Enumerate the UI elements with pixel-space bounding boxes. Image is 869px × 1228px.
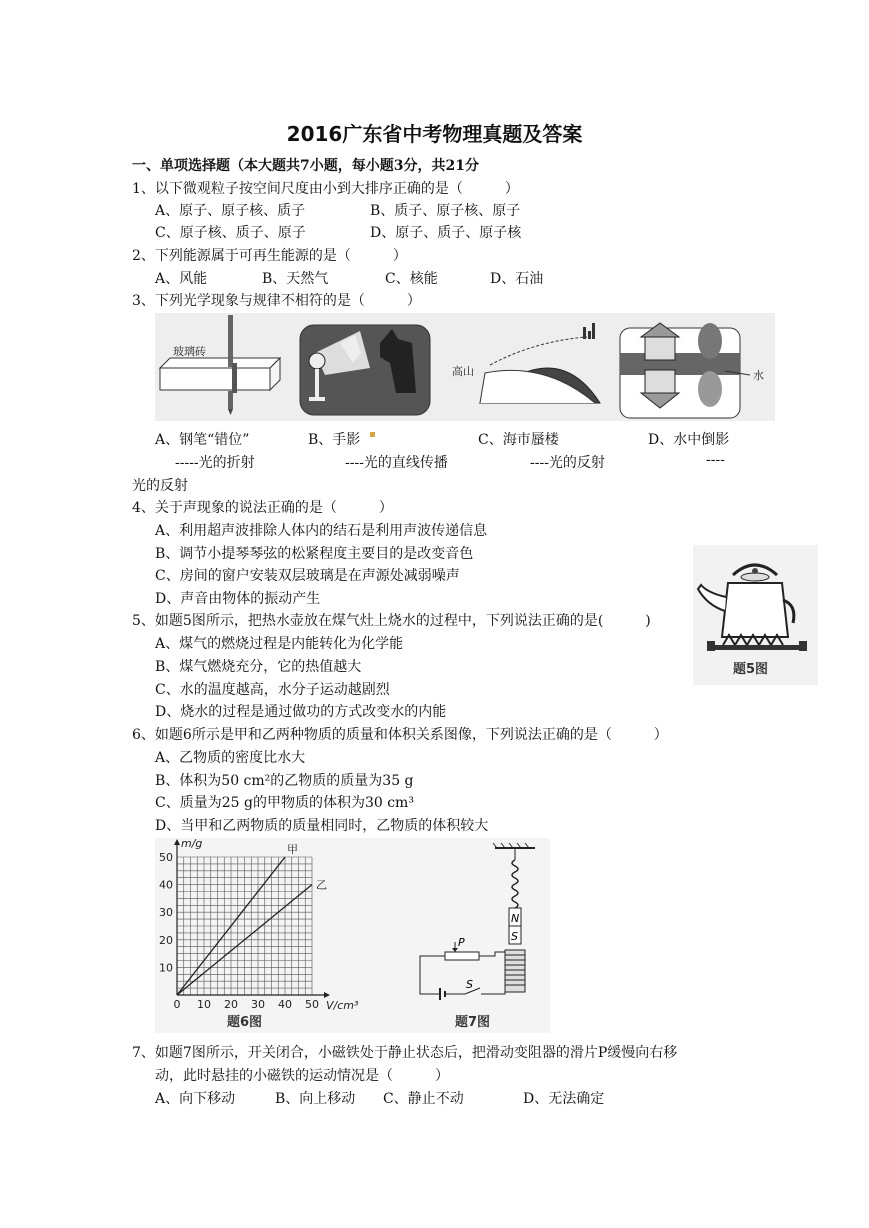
q7-option-a: A、向下移动 [155, 1091, 236, 1107]
q5-option-b: B、煤气燃烧充分，它的热值越大 [155, 659, 362, 675]
q5-figure-caption: 题5图 [733, 662, 769, 677]
x-axis-arrow [324, 992, 330, 998]
q1-option-d: D、原子、质子、原子核 [370, 225, 522, 241]
q3-law-a: -----光的折射 [175, 455, 255, 471]
q4-stem: 4、关于声现象的说法正确的是（ ） [132, 500, 393, 516]
q5-option-d: D、烧水的过程是通过做功的方式改变水的内能 [155, 704, 447, 720]
y-tick-label: 10 [159, 961, 173, 975]
x-tick-label: 50 [305, 998, 319, 1011]
magnet-n-label: N [511, 912, 520, 925]
q3-option-c: C、海市蜃楼 [478, 432, 559, 448]
glass-brick-pen-diagram [160, 315, 280, 415]
y-tick-label: 30 [159, 906, 173, 920]
q2-stem: 2、下列能源属于可再生能源的是（ ） [132, 248, 407, 264]
q6-stem: 6、如题6所示是甲和乙两种物质的质量和体积关系图像，下列说法正确的是（ ） [132, 727, 668, 743]
q3-option-b: B、手影 [308, 432, 361, 448]
series-label: 乙 [316, 878, 327, 892]
x-tick-label: 40 [278, 998, 292, 1011]
q4-option-d: D、声音由物体的振动产生 [155, 591, 321, 607]
glass-brick-label: 玻璃砖 [173, 345, 206, 358]
q3-figure [155, 313, 775, 421]
q4-option-c: C、房间的窗户安装双层玻璃是在声源处减弱噪声 [155, 568, 460, 584]
y-tick-label: 20 [159, 933, 173, 947]
q4-option-a: A、利用超声波排除人体内的结石是利用声波传递信息 [155, 523, 488, 539]
x-axis-label: V/cm³ [326, 999, 359, 1012]
q2-option-d: D、石油 [490, 271, 544, 287]
q7-figure-caption: 题7图 [455, 1015, 491, 1030]
chart-grid [177, 857, 312, 995]
x-tick-label: 20 [224, 998, 238, 1011]
x-tick-label: 30 [251, 998, 265, 1011]
water-label: 水 [753, 369, 764, 382]
q5-option-c: C、水的温度越高，水分子运动越剧烈 [155, 682, 390, 698]
section-heading: 一、单项选择题（本大题共7小题，每小题3分，共21分 [132, 158, 479, 174]
kettle-on-stove-diagram [698, 565, 807, 651]
q4-option-b: B、调节小提琴琴弦的松紧程度主要目的是改变音色 [155, 546, 474, 562]
magnet-s-label: S [511, 930, 518, 943]
q2-option-b: B、天然气 [262, 271, 329, 287]
y-tick-label: 50 [159, 851, 173, 864]
y-axis-label: m/g [181, 838, 203, 850]
q1-option-b: B、质子、原子核、原子 [370, 203, 521, 219]
q6-q7-figure [155, 838, 550, 1033]
q7-circuit-diagram [420, 843, 535, 1030]
q5-option-a: A、煤气的燃烧过程是内能转化为化学能 [155, 636, 404, 652]
q6-option-c: C、质量为25 g的甲物质的体积为30 cm³ [155, 795, 414, 811]
water-reflection-diagram [620, 323, 764, 418]
q3-law-b: ----光的直线传播 [345, 455, 448, 471]
q3-stem: 3、下列光学现象与规律不相符的是（ ） [132, 293, 421, 309]
q2-option-a: A、风能 [155, 271, 208, 287]
q6-option-a: A、乙物质的密度比水大 [155, 750, 306, 766]
q1-option-a: A、原子、原子核、质子 [155, 203, 306, 219]
q3-law-d-part1: ---- [706, 452, 725, 468]
switch-s-label: S [466, 978, 473, 991]
q2-option-c: C、核能 [385, 271, 438, 287]
mirage-diagram [452, 323, 600, 403]
q3-option-d: D、水中倒影 [648, 432, 730, 448]
q3-law-c: ----光的反射 [530, 455, 605, 471]
q1-option-c: C、原子核、质子、原子 [155, 225, 306, 241]
stray-mark [370, 432, 375, 437]
q6-option-b: B、体积为50 cm²的乙物质的质量为35 g [155, 773, 414, 789]
y-axis-arrow [174, 839, 180, 845]
q7-option-c: C、静止不动 [383, 1091, 464, 1107]
mountain-label: 高山 [452, 365, 474, 378]
q6-option-d: D、当甲和乙两物质的质量相同时，乙物质的体积较大 [155, 818, 489, 834]
q7-stem-line1: 7、如题7图所示，开关闭合，小磁铁处于静止状态后，把滑动变阻器的滑片P缓慢向右移 [132, 1045, 678, 1061]
q7-stem-line2: 动，此时悬挂的小磁铁的运动情况是（ ） [155, 1068, 449, 1084]
q5-stem: 5、如题5图所示，把热水壶放在煤气灶上烧水的过程中，下列说法正确的是( ) [132, 613, 651, 629]
page-title: 2016广东省中考物理真题及答案 [286, 122, 583, 146]
q5-figure [693, 545, 818, 685]
q3-option-a: A、钢笔“错位” [155, 432, 250, 448]
q6-mass-volume-chart [155, 838, 550, 1033]
q1-stem: 1、以下微观粒子按空间尺度由小到大排序正确的是（ ） [132, 181, 519, 197]
y-tick-label: 40 [159, 878, 173, 892]
q6-figure-caption: 题6图 [227, 1015, 263, 1030]
q7-option-b: B、向上移动 [275, 1091, 356, 1107]
series-label: 甲 [287, 843, 298, 856]
hand-shadow-diagram [300, 325, 430, 415]
slider-p-label: P [458, 936, 465, 949]
x-tick-label: 0 [173, 998, 181, 1011]
x-tick-label: 10 [197, 998, 211, 1011]
q3-law-d-part2: 光的反射 [132, 478, 188, 494]
q7-option-d: D、无法确定 [523, 1091, 605, 1107]
